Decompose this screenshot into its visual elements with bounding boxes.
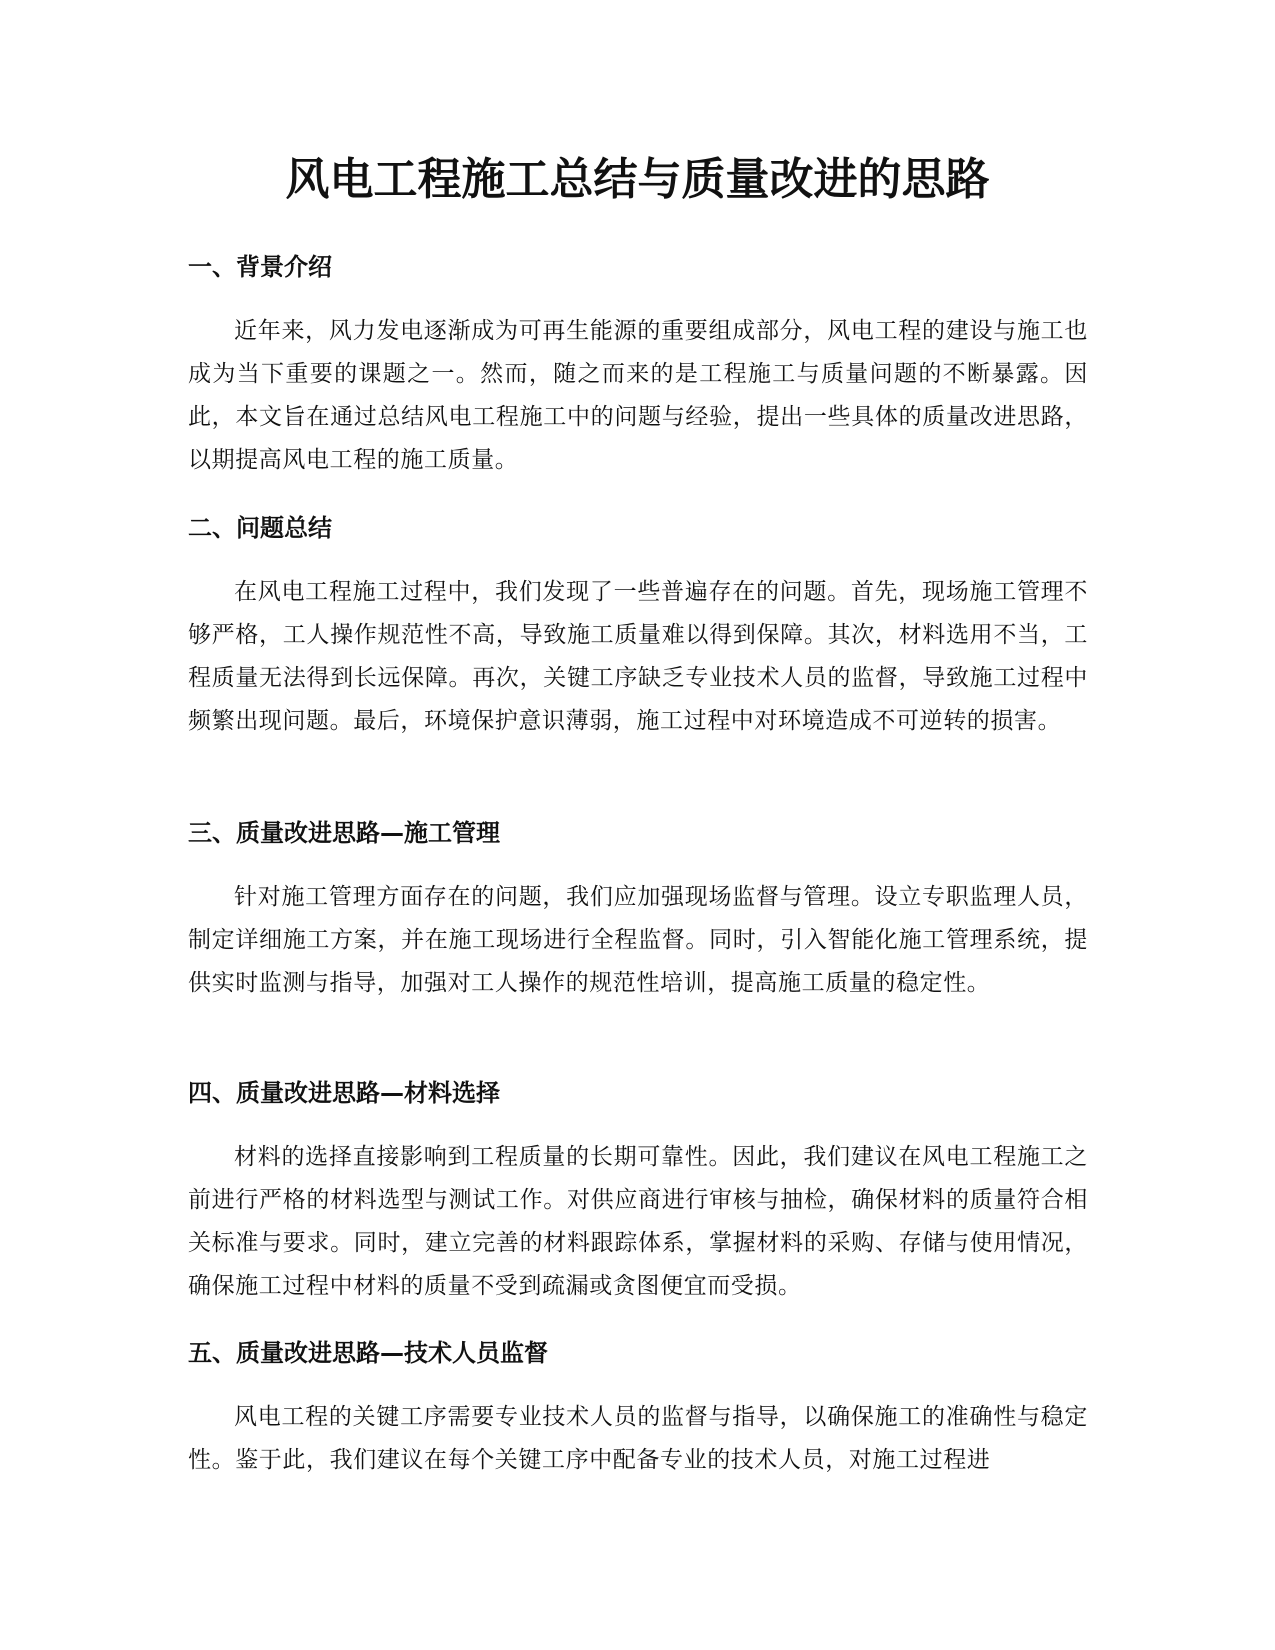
section-paragraph: 针对施工管理方面存在的问题，我们应加强现场监督与管理。设立专职监理人员，制定详细施工方案，并在施工现场进行全程监督。同时，引入智能化施工管理系统，提供实时监测与指导，加强对工人操作的规范性培训，提高施工质量的稳定性。 xyxy=(188,884,1088,996)
section-paragraph: 材料的选择直接影响到工程质量的长期可靠性。因此，我们建议在风电工程施工之前进行严格的材料选型与测试工作。对供应商进行审核与抽检，确保材料的质量符合相关标准与要求。同时，建立完善的材料跟踪体系，掌握材料的采购、存储与使用情况，确保施工过程中材料的质量不受到疏漏或贪图便宜而受损。 xyxy=(188,1144,1088,1299)
section-paragraph: 近年来，风力发电逐渐成为可再生能源的重要组成部分，风电工程的建设与施工也成为当下重要的课题之一。然而，随之而来的是工程施工与质量问题的不断暴露。因此，本文旨在通过总结风电工程施工中的问题与经验，提出一些具体的质量改进思路，以期提高风电工程的施工质量。 xyxy=(188,318,1088,473)
section-paragraph: 风电工程的关键工序需要专业技术人员的监督与指导，以确保施工的准确性与稳定性。鉴于此，我们建议在每个关键工序中配备专业的技术人员，对施工过程进 xyxy=(188,1404,1088,1473)
section-material-selection xyxy=(188,1076,1088,1308)
section-problem-summary xyxy=(188,511,1088,743)
section-heading: 二、问题总结 xyxy=(188,514,332,542)
section-heading: 五、质量改进思路—技术人员监督 xyxy=(188,1339,548,1367)
section-paragraph: 在风电工程施工过程中，我们发现了一些普遍存在的问题。首先，现场施工管理不够严格，工人操作规范性不高，导致施工质量难以得到保障。其次，材料选用不当，工程质量无法得到长远保障。再次，关键工序缺乏专业技术人员的监督，导致施工过程中频繁出现问题。最后，环境保护意识薄弱，施工过程中对环境造成不可逆转的损害。 xyxy=(188,579,1088,734)
section-heading: 四、质量改进思路—材料选择 xyxy=(188,1079,500,1107)
section-technical-supervision xyxy=(188,1336,1088,1482)
section-background xyxy=(188,250,1088,482)
document-title: 风电工程施工总结与质量改进的思路 xyxy=(285,154,990,205)
section-heading: 一、背景介绍 xyxy=(188,253,332,281)
section-heading: 三、质量改进思路—施工管理 xyxy=(188,819,500,847)
section-construction-management xyxy=(188,816,1088,1005)
